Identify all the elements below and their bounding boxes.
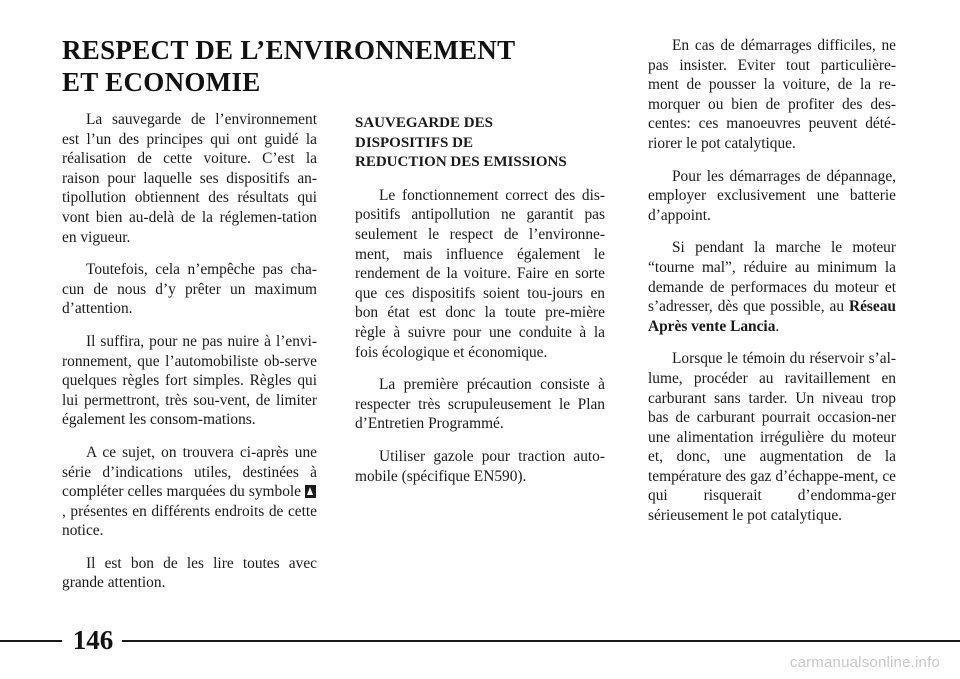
section-heading-line: DISPOSITIFS DE <box>355 134 473 151</box>
paragraph <box>648 238 896 336</box>
title-line-2: ET ECONOMIE <box>62 67 261 97</box>
paragraph: Il est bon de les lire toutes avec grande attention. <box>62 554 317 592</box>
paragraph: Utiliser gazole pour traction auto-mobile (spécifique EN590). <box>355 447 605 485</box>
title-line-1: RESPECT DE L’ENVIRONNEMENT <box>62 35 516 65</box>
paragraph-text: A ce sujet, on trouvera ci-après une série d’indications utiles, destinées à compléter celles marquées du symbole <box>62 443 317 501</box>
paragraph-text: . <box>775 317 780 335</box>
page-title <box>62 34 522 98</box>
dealer-network-name: Réseau Après vente Lancia <box>648 298 896 335</box>
paragraph: Le fonctionnement correct des dis-positifs antipollution ne garantit pas seulement le respect de l’environne-ment, mais influence également le rendement de la voiture. Faire en sorte que ces dispositifs soient tou-jours en bon état est donc la toute pre-mière règle à suivre pour une conduite à la fois écologique et économique. <box>355 186 605 361</box>
column-left <box>62 110 317 606</box>
paragraph: Lorsque le témoin du réservoir s’al-lume, procéder au ravitaillement en carburant sans tarder. Un niveau trop bas de carburant pourrait occasion-ner une alimentation irrégulière du moteur et, donc, une augmentation de la température des gaz d’échappe-ment, ce qui risquerait d’endomma-ger sérieusement le pot catalytique. <box>648 350 896 525</box>
paragraph: Toutefois, cela n’empêche pas cha-cun de nous d’y prêter un maximum d’attention. <box>62 261 317 318</box>
paragraph: Pour les démarrages de dépannage, employer exclusivement une batterie d’appoint. <box>648 167 896 224</box>
footer-rule-right <box>122 640 960 642</box>
paragraph: La sauvegarde de l’environnement est l’un des principes qui ont guidé la réalisation de cette voiture. C’est la raison pour laquelle ses dispositifs an-tipollution obtiennent des résultats qui vont bien au-delà de la réglemen-tation en vigueur. <box>62 111 317 246</box>
section-heading <box>355 114 605 173</box>
section-heading-line: REDUCTION DES EMISSIONS <box>355 154 567 171</box>
environment-symbol-icon <box>305 485 316 498</box>
paragraph: La première précaution consiste à respecter très scrupuleusement le Plan d’Entretien Programmé. <box>355 376 605 433</box>
column-middle <box>355 114 605 499</box>
watermark: carmanualsonline.info <box>789 654 940 671</box>
page-number: 146 <box>72 625 114 655</box>
footer-rule-left <box>0 640 62 642</box>
paragraph-text: , présentes en différents endroits de cette notice. <box>62 502 317 540</box>
paragraph <box>62 443 317 541</box>
paragraph: Il suffira, pour ne pas nuire à l’envi-ronnement, que l’automobiliste ob-serve quelques règles fort simples. Règles qui lui permettront, très sou-vent, de limiter également les consom-mations. <box>62 332 317 429</box>
paragraph: En cas de démarrages difficiles, ne pas insister. Eviter tout particulière-ment de pousser la voiture, de la re-morquer ou bien de profiter des des-centes: ces manoeuvres peuvent dété-riorer le pot catalytique. <box>648 37 896 152</box>
column-right <box>648 36 896 539</box>
paragraph-text: Si pendant la marche le moteur “tourne mal”, réduire au minimum la demande de performaces du moteur et s’adresser, dès que possible, au <box>648 239 896 316</box>
section-heading-line: SAUVEGARDE DES <box>355 115 493 131</box>
